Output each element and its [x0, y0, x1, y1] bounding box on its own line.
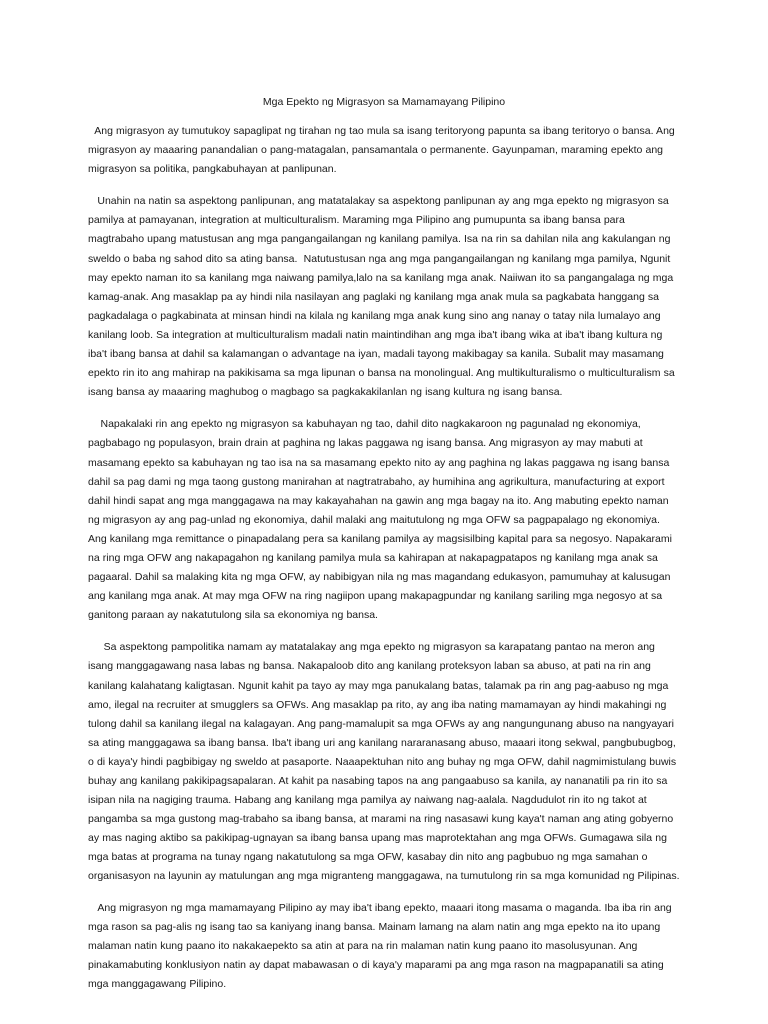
- paragraph-conclusion: Ang migrasyon ng mga mamamayang Pilipino ay may iba't ibang epekto, maaari itong masama o maganda. Iba iba rin ang mga rason sa pag-alis ng isang tao sa kaniyang inang bansa. Mainam lamang na alam natin ang mga epekto na ito upang malaman natin kung paano ito nakakaepekto sa atin at para na rin malaman natin kung paano ito masolusyunan. Ang pinakamabuting konklusiyon natin ay dapat mabawasan o di kaya'y maparami pa ang mga rason na magpapanatili sa ating mga manggagawang Pilipino.: [88, 901, 675, 990]
- paragraph-social-aspect: Unahin na natin sa aspektong panlipunan, ang matatalakay sa aspektong panlipunan ay ang mga epekto ng migrasyon sa pamilya at pamayanan, integration at multiculturalism. Maraming mga Pilipino ang pumupunta sa ibang bansa para magtrabaho upang matustusan ang mga pangangailangan ng kanilang pamilya. Isa na rin sa dahilan nila ang kakulangan ng sweldo o baba ng sahod dito sa ating bansa. Natutustusan nga ang mga pangangailangan ng kanilang mga pamilya, Ngunit may epekto naman ito sa kanilang mga naiwang pamilya,lalo na sa kanilang mga anak. Naiiwan ito sa pangangalaga ng mga kamag-anak. Ang masaklap pa ay hindi nila nasilayan ang paglaki ng kanilang mga anak mula sa pagkabata hanggang sa pagkadalaga o pagkabinata at minsan hindi na kilala ng kanilang mga anak kung sino ang nanay o tatay nila lumalayo ang kanilang loob. Sa integration at multiculturalism madali natin maintindihan ang mga iba't ibang wika at iba't ibang kultura ng iba't ibang bansa at dahil sa kalamangan o advantage na iyan, madali tayong makibagay sa kanila. Subalit may masamang epekto rin ito ang mahirap na pakikisama sa mga lipunan o bansa na monolingual. Ang multikulturalismo o multiculturalism sa isang bansa ay maaaring maghubog o magbago sa pagkakakilanlan ng isang kultura ng isang bansa.: [88, 195, 678, 399]
- document-body: [88, 122, 680, 1008]
- paragraph-introduction: Ang migrasyon ay tumutukoy sapaglipat ng tirahan ng tao mula sa isang teritoryong papunta sa ibang teritoryo o bansa. Ang migrasyon ay maaaring panandalian o pang-matagalan, pansamantala o permanente. Gayunpaman, maraming epekto ang migrasyon sa politika, pangkabuhayan at panlipunan.: [88, 125, 678, 176]
- paragraph-political-aspect: Sa aspektong pampolitika namam ay matatalakay ang mga epekto ng migrasyon sa karapatang pantao na meron ang isang manggagawang nasa labas ng bansa. Nakapaloob dito ang kanilang proteksyon laban sa abuso, at pati na rin ang kanilang kalahatang kaligtasan. Ngunit kahit pa tayo ay may mga panukalang batas, talamak pa rin ang pag-aabuso ng mga amo, ilegal na recruiter at smugglers sa OFWs. Ang masaklap pa rito, ay ang iba nating mamamayan ay hindi makahingi ng tulong dahil sa kanilang ilegal na kalagayan. Ang pang-mamalupit sa mga OFWs ay ang nangungunang abuso na nangyayari sa ating manggagawa sa ibang bansa. Iba't ibang uri ang kanilang nararanasang abuso, maaari itong sekwal, pangbubugbog, o di kaya'y hindi pagbibigay ng sweldo at pasaporte. Naaapektuhan nito ang buhay ng mga OFW, dahil nagmimistulang buwis buhay ang kanilang pakikipagsapalaran. At kahit pa nasabing tapos na ang pangaabuso sa kanila, ay nananatili pa rin ito sa isipan nila na nagiging trauma. Habang ang kanilang mga pamilya ay naiwang nag-aalala. Nagdudulot rin ito ng takot at pangamba sa mga gustong mag-trabaho sa ibang bansa, at marami na ring nasasawi kung kaya't naman ang ating gobyerno ay mas naging aktibo sa pakikipag-ugnayan sa ibang bansa upang mas maprotektahan ang mga OFWs. Gumagawa sila ng mga batas at programa na tunay ngang nakatutulong sa mga OFW, kasabay din nito ang pagbubuo ng mga samahan o organisasyon na layunin ay matulungan ang mga migranteng manggagawa, na tumutulong rin sa mga komunidad ng Pilipinas.: [88, 641, 680, 883]
- document-title: Mga Epekto ng Migrasyon sa Mamamayang Pilipino: [262, 96, 506, 108]
- paragraph-economic-aspect: Napakalaki rin ang epekto ng migrasyon sa kabuhayan ng tao, dahil dito nagkakaroon ng pagunalad ng ekonomiya, pagbabago ng populasyon, brain drain at paghina ng lakas paggawa ng isang bansa. Ang migrasyon ay may mabuti at masamang epekto sa kabuhayan ng tao isa na sa masamang epekto nito ay ang paghina ng lakas paggawa ng isang bansa dahil sa pag dami ng mga taong gustong manirahan at nagtratrabaho, ay humihina ang agrikultura, manufacturing at export dahil hindi sapat ang mga manggagawa na may kakayahahan na gawin ang mga bagay na ito. Ang mabuting epekto naman ng migrasyon ay ang pag-unlad ng ekonomiya, dahil malaki ang maitutulong ng mga OFW sa pagpapalago ng ekonomiya. Ang kanilang mga remittance o pinapadalang pera sa kanilang pamilya ay magsisilbing kapital para sa negosyo. Napakarami na ring mga OFW ang nakapagahon ng kanilang pamilya mula sa kahirapan at nakapagpatapos ng kanilang mga anak sa pagaaral. Dahil sa malaking kita ng mga OFW, ay nabibigyan nila ng mas magandang edukasyon, pamumuhay at kalusugan ang kanilang mga anak. At may mga OFW na ring nagiipon upang makapagpundar ng kanilang sariling mga negosyo at sa ganitong paraan ay nakatutulong sila sa ekonomiya ng bansa.: [88, 418, 676, 622]
